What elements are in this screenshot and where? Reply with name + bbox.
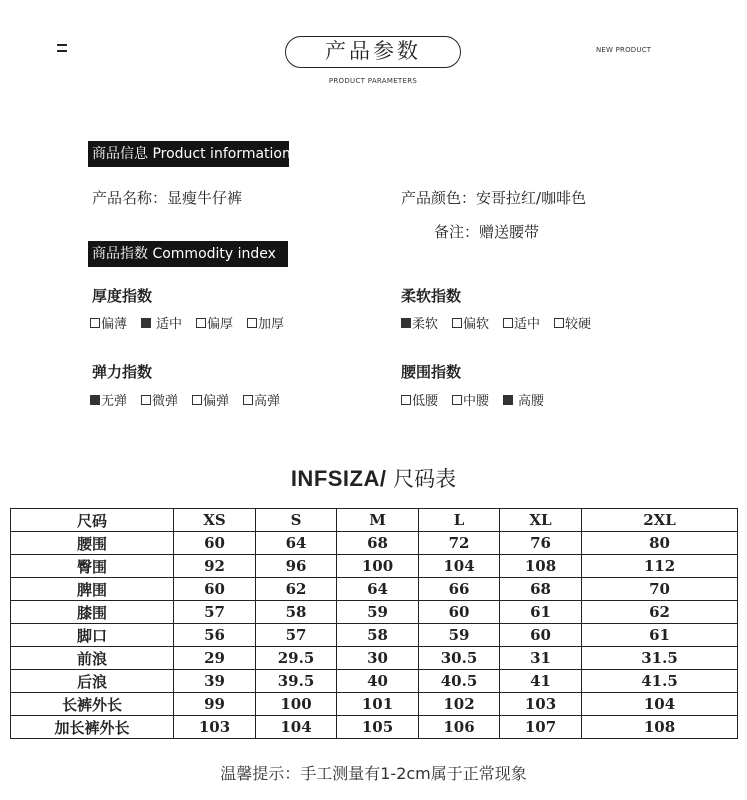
table-cell: 31 [500, 647, 582, 670]
table-row [11, 532, 738, 555]
thickness-index-title: 厚度指数 [92, 287, 153, 305]
checkbox-icon [452, 395, 462, 405]
menu-icon[interactable] [57, 44, 67, 52]
table-row [11, 670, 738, 693]
option-thin[interactable]: 偏薄 [90, 313, 127, 332]
table-cell: 58 [256, 601, 337, 624]
option-thick[interactable]: 偏厚 [196, 313, 233, 332]
table-cell: 56 [174, 624, 256, 647]
product-info-label: 商品信息 Product information [88, 141, 289, 167]
table-cell: 103 [500, 693, 582, 716]
size-table-body [11, 509, 738, 739]
row-label-cell: 脚口 [11, 624, 174, 647]
row-label-cell: 脾围 [11, 578, 174, 601]
table-cell: 29.5 [256, 647, 337, 670]
table-cell: 57 [174, 601, 256, 624]
option-high-stretch[interactable]: 高弹 [243, 390, 280, 409]
table-cell: 29 [174, 647, 256, 670]
table-cell: 96 [256, 555, 337, 578]
table-row [11, 693, 738, 716]
table-cell: 103 [174, 716, 256, 739]
table-cell: 41 [500, 670, 582, 693]
table-cell: 60 [174, 532, 256, 555]
row-label-cell: 长裤外长 [11, 693, 174, 716]
waist-options [401, 390, 558, 409]
product-color-value: 安哥拉红/咖啡色 [476, 189, 587, 207]
option-moderate-stretch[interactable]: 偏弹 [192, 390, 229, 409]
row-label-cell: 膝围 [11, 601, 174, 624]
table-cell: 60 [419, 601, 500, 624]
table-cell: 112 [582, 555, 738, 578]
page-title: 产品参数 [285, 36, 461, 68]
softness-options [401, 313, 605, 332]
product-note [434, 221, 539, 242]
table-cell: S [256, 509, 337, 532]
product-color-label: 产品颜色： [401, 189, 477, 207]
table-cell: L [419, 509, 500, 532]
table-row [11, 578, 738, 601]
table-cell: 40.5 [419, 670, 500, 693]
table-cell: 30.5 [419, 647, 500, 670]
table-cell: 59 [337, 601, 419, 624]
table-cell: 101 [337, 693, 419, 716]
table-row [11, 555, 738, 578]
table-cell: 108 [500, 555, 582, 578]
table-cell: 31.5 [582, 647, 738, 670]
table-row [11, 716, 738, 739]
checkbox-icon [554, 318, 564, 328]
checkbox-checked-icon [141, 318, 151, 328]
table-cell: 92 [174, 555, 256, 578]
table-cell: 100 [337, 555, 419, 578]
table-cell: 39 [174, 670, 256, 693]
option-low-waist[interactable]: 低腰 [401, 390, 438, 409]
size-table [10, 508, 738, 739]
size-chart-title-text: 尺码表 [386, 467, 457, 491]
checkbox-icon [90, 318, 100, 328]
table-cell: XS [174, 509, 256, 532]
option-no-stretch[interactable]: 无弹 [90, 390, 127, 409]
table-cell: 62 [582, 601, 738, 624]
table-cell: 40 [337, 670, 419, 693]
checkbox-icon [243, 395, 253, 405]
table-cell: XL [500, 509, 582, 532]
table-row [11, 647, 738, 670]
product-note-value: 赠送腰带 [479, 223, 540, 241]
waist-index-title: 腰围指数 [401, 363, 462, 381]
softness-index-title: 柔软指数 [401, 287, 462, 305]
table-cell: 30 [337, 647, 419, 670]
table-row [11, 601, 738, 624]
table-cell: 99 [174, 693, 256, 716]
option-extra-thick[interactable]: 加厚 [247, 313, 284, 332]
table-cell: 39.5 [256, 670, 337, 693]
table-cell: 58 [337, 624, 419, 647]
row-label-cell: 后浪 [11, 670, 174, 693]
table-cell: 59 [419, 624, 500, 647]
elasticity-index-title: 弹力指数 [92, 363, 153, 381]
checkbox-icon [141, 395, 151, 405]
checkbox-checked-icon [401, 318, 411, 328]
table-header-row [11, 509, 738, 532]
table-row [11, 624, 738, 647]
size-chart-title [0, 463, 747, 493]
table-cell: 72 [419, 532, 500, 555]
checkbox-icon [503, 318, 513, 328]
table-cell: 104 [419, 555, 500, 578]
option-moderate[interactable]: 适中 [503, 313, 540, 332]
table-cell: 2XL [582, 509, 738, 532]
option-slightly-soft[interactable]: 偏软 [452, 313, 489, 332]
option-mid-waist[interactable]: 中腰 [452, 390, 489, 409]
table-cell: 60 [174, 578, 256, 601]
table-cell: 57 [256, 624, 337, 647]
table-cell: 80 [582, 532, 738, 555]
checkbox-icon [401, 395, 411, 405]
table-cell: 100 [256, 693, 337, 716]
checkbox-icon [247, 318, 257, 328]
table-cell: 107 [500, 716, 582, 739]
size-chart-brand: INFSIZA/ [290, 466, 387, 491]
product-name-value: 显瘦牛仔裤 [167, 189, 243, 207]
option-medium[interactable]: 适中 [141, 313, 182, 332]
checkbox-icon [192, 395, 202, 405]
option-soft[interactable]: 柔软 [401, 313, 438, 332]
thickness-options [90, 313, 298, 332]
checkbox-icon [452, 318, 462, 328]
checkbox-checked-icon [503, 395, 513, 405]
row-label-cell: 尺码 [11, 509, 174, 532]
row-label-cell: 前浪 [11, 647, 174, 670]
table-cell: 64 [256, 532, 337, 555]
table-cell: 66 [419, 578, 500, 601]
table-cell: 106 [419, 716, 500, 739]
row-label-cell: 臀围 [11, 555, 174, 578]
product-note-label: 备注： [434, 223, 480, 241]
row-label-cell: 加长裤外长 [11, 716, 174, 739]
table-cell: 76 [500, 532, 582, 555]
product-name [92, 187, 242, 208]
table-cell: 70 [582, 578, 738, 601]
table-cell: 62 [256, 578, 337, 601]
table-cell: 68 [500, 578, 582, 601]
row-label-cell: 腰围 [11, 532, 174, 555]
table-cell: M [337, 509, 419, 532]
table-cell: 102 [419, 693, 500, 716]
product-color [401, 187, 586, 208]
table-cell: 41.5 [582, 670, 738, 693]
table-cell: 108 [582, 716, 738, 739]
option-hard[interactable]: 较硬 [554, 313, 591, 332]
table-cell: 64 [337, 578, 419, 601]
table-cell: 61 [582, 624, 738, 647]
table-cell: 105 [337, 716, 419, 739]
table-cell: 61 [500, 601, 582, 624]
table-cell: 68 [337, 532, 419, 555]
measurement-tip: 温馨提示：手工测量有1-2cm属于正常现象 [220, 764, 527, 783]
elasticity-options [90, 390, 294, 409]
new-product-label: NEW PRODUCT [596, 46, 652, 54]
table-cell: 104 [256, 716, 337, 739]
option-slight-stretch[interactable]: 微弹 [141, 390, 178, 409]
table-cell: 60 [500, 624, 582, 647]
page-subtitle: PRODUCT PARAMETERS [328, 77, 418, 85]
table-cell: 104 [582, 693, 738, 716]
checkbox-checked-icon [90, 395, 100, 405]
option-high-waist[interactable]: 高腰 [503, 390, 544, 409]
checkbox-icon [196, 318, 206, 328]
commodity-index-label: 商品指数 Commodity index [88, 241, 288, 267]
product-name-label: 产品名称： [92, 189, 168, 207]
